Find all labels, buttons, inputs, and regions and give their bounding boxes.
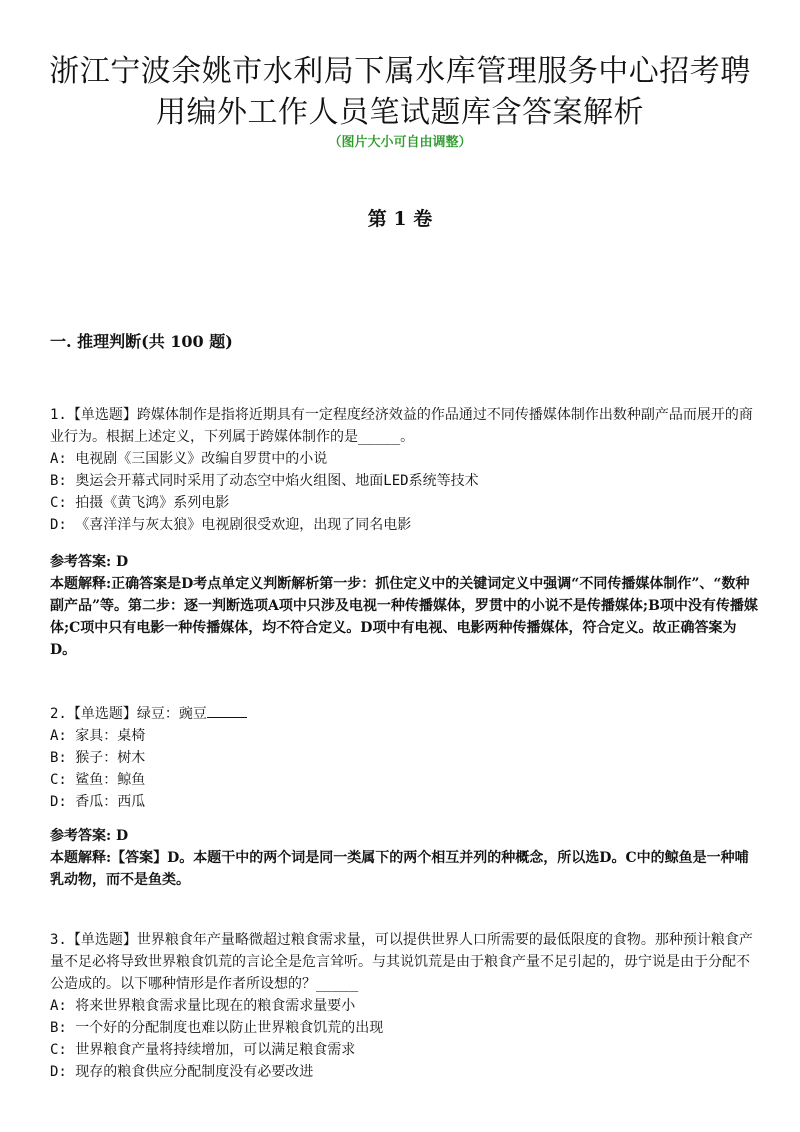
question-option: A: 家具：桌椅 xyxy=(50,728,146,744)
question-option: A: 电视剧《三国影义》改编自罗贯中的小说 xyxy=(50,451,328,467)
reference-answer: 参考答案: D xyxy=(50,828,129,844)
answer-explanation: 本题解释:【答案】D。本题干中的两个词是同一类属下的两个相互并列的种概念，所以选D。C中的鲸鱼是一种哺乳动物，而不是鱼类。 xyxy=(50,850,749,888)
question-stem: 1.【单选题】跨媒体制作是指将近期具有一定程度经济效益的作品通过不同传播媒体制作出数种副产品而展开的商业行为。根据上述定义，下列属于跨媒体制作的是_____。 xyxy=(50,407,753,445)
question-stem xyxy=(50,703,762,725)
question-option: C: 世界粮食产量将持续增加，可以满足粮食需求 xyxy=(50,1042,356,1058)
document-title-line-2: 用编外工作人员笔试题库含答案解析 xyxy=(156,95,644,130)
question-stem-text: 2.【单选题】绿豆：豌豆 xyxy=(50,706,207,722)
reference-answer: 参考答案: D xyxy=(50,554,129,570)
question-option: B: 猴子：树木 xyxy=(50,750,146,766)
answer-block-2 xyxy=(50,825,762,891)
answer-explanation: 本题解释:正确答案是D考点单定义判断解析第一步：抓住定义中的关键词定义中强调“不同传播媒体制作”、“数种副产品”等。第二步：逐一判断选项A项中只涉及电视一种传播媒体，罗贯中的小说不是传播媒体;B项中没有传播媒体;C项中只有电影一种传播媒体，均不符合定义。D项中有电视、电影两种传播媒体，符合定义。故正确答案为D。 xyxy=(50,576,758,658)
document-subtitle: （图片大小可自由调整） xyxy=(328,135,472,150)
question-1 xyxy=(50,404,762,536)
question-option: B: 一个好的分配制度也难以防止世界粮食饥荒的出现 xyxy=(50,1020,384,1036)
question-option: C: 拍摄《黄飞鸿》系列电影 xyxy=(50,495,230,511)
question-stem: 3.【单选题】世界粮食年产量略微超过粮食需求量，可以提供世界人口所需要的最低限度的食物。那种预计粮食产量不足必将导致世界粮食饥荒的言论全是危言耸听。与其说饥荒是由于粮食产量不足引起的，毋宁说是由于分配不公造成的。以下哪种情形是作者所设想的？_____ xyxy=(50,932,753,992)
volume-heading: 第 1 卷 xyxy=(367,208,433,230)
question-option: D: 香瓜：西瓜 xyxy=(50,794,146,810)
answer-blank xyxy=(207,705,247,718)
question-option: D: 现存的粮食供应分配制度没有必要改进 xyxy=(50,1064,314,1080)
answer-block-1 xyxy=(50,551,762,661)
section-heading: 一. 推理判断(共 100 题) xyxy=(50,332,233,351)
question-option: A: 将来世界粮食需求量比现在的粮食需求量要小 xyxy=(50,998,356,1014)
question-option: D: 《喜洋洋与灰太狼》电视剧很受欢迎，出现了同名电影 xyxy=(50,517,412,533)
question-2 xyxy=(50,703,762,813)
document-title-line-1: 浙江宁波余姚市水利局下属水库管理服务中心招考聘 xyxy=(49,54,751,89)
question-option: C: 鲨鱼：鲸鱼 xyxy=(50,772,146,788)
question-option: B: 奥运会开幕式同时采用了动态空中焰火组图、地面LED系统等技术 xyxy=(50,473,479,489)
question-3 xyxy=(50,929,762,1083)
